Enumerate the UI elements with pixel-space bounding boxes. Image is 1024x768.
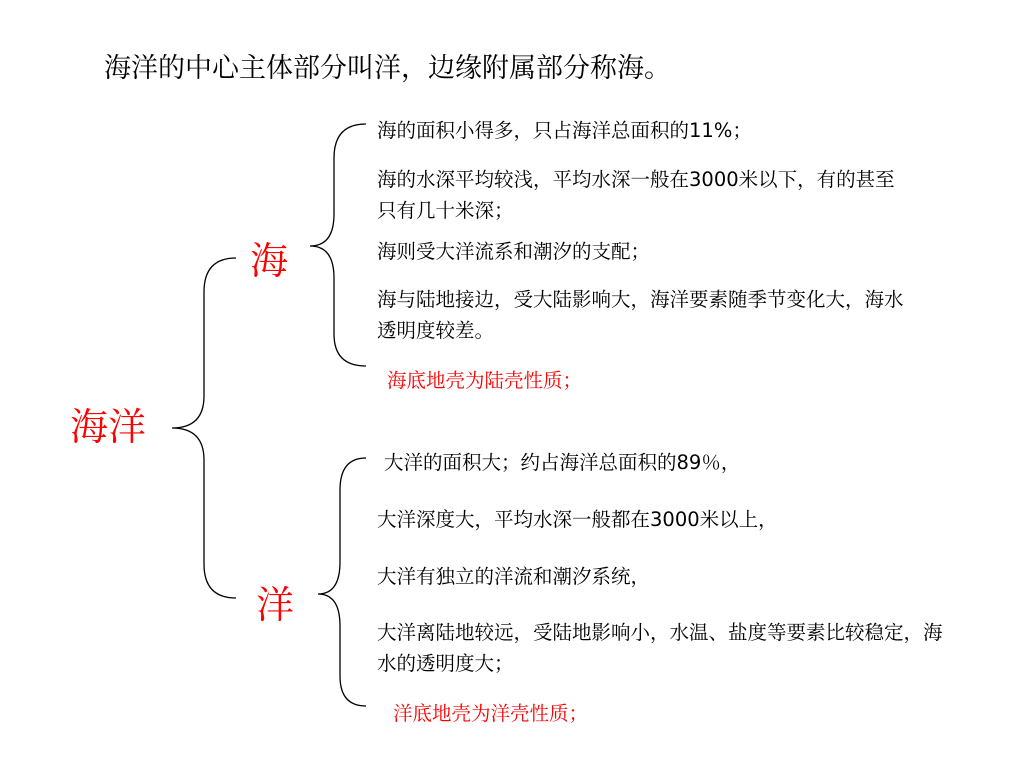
ocean-fact: 大洋有独立的洋流和潮汐系统，	[377, 565, 651, 588]
ocean-fact: 大洋深度大，平均水深一般都在3000米以上，	[377, 508, 778, 531]
sea-fact: 海与陆地接边，受大陆影响大，海洋要素随季节变化大，海水透明度较差。	[377, 288, 904, 342]
ocean-highlight: 洋底地壳为洋壳性质；	[393, 702, 589, 725]
ocean-brace	[318, 458, 366, 706]
sea-brace	[310, 124, 366, 366]
ocean-label: 洋	[256, 583, 295, 627]
sea-fact: 海的水深平均较浅，平均水深一般在3000米以下，有的甚至只有几十米深；	[377, 168, 895, 222]
ocean-fact: 大洋离陆地较远，受陆地影响小，水温、盐度等要素比较稳定，海水的透明度大；	[377, 621, 943, 675]
root-brace	[172, 258, 236, 598]
sea-label: 海	[250, 239, 289, 283]
sea-highlight: 海底地壳为陆壳性质；	[387, 369, 583, 392]
ocean-fact: 大洋的面积大；约占海洋总面积的89％，	[384, 451, 741, 474]
slide-title: 海洋的中心主体部分叫洋，边缘附属部分称海。	[104, 53, 671, 84]
sea-fact: 海则受大洋流系和潮汐的支配；	[377, 240, 651, 263]
sea-fact: 海的面积小得多，只占海洋总面积的11%；	[377, 119, 752, 142]
root-label: 海洋	[70, 405, 147, 449]
